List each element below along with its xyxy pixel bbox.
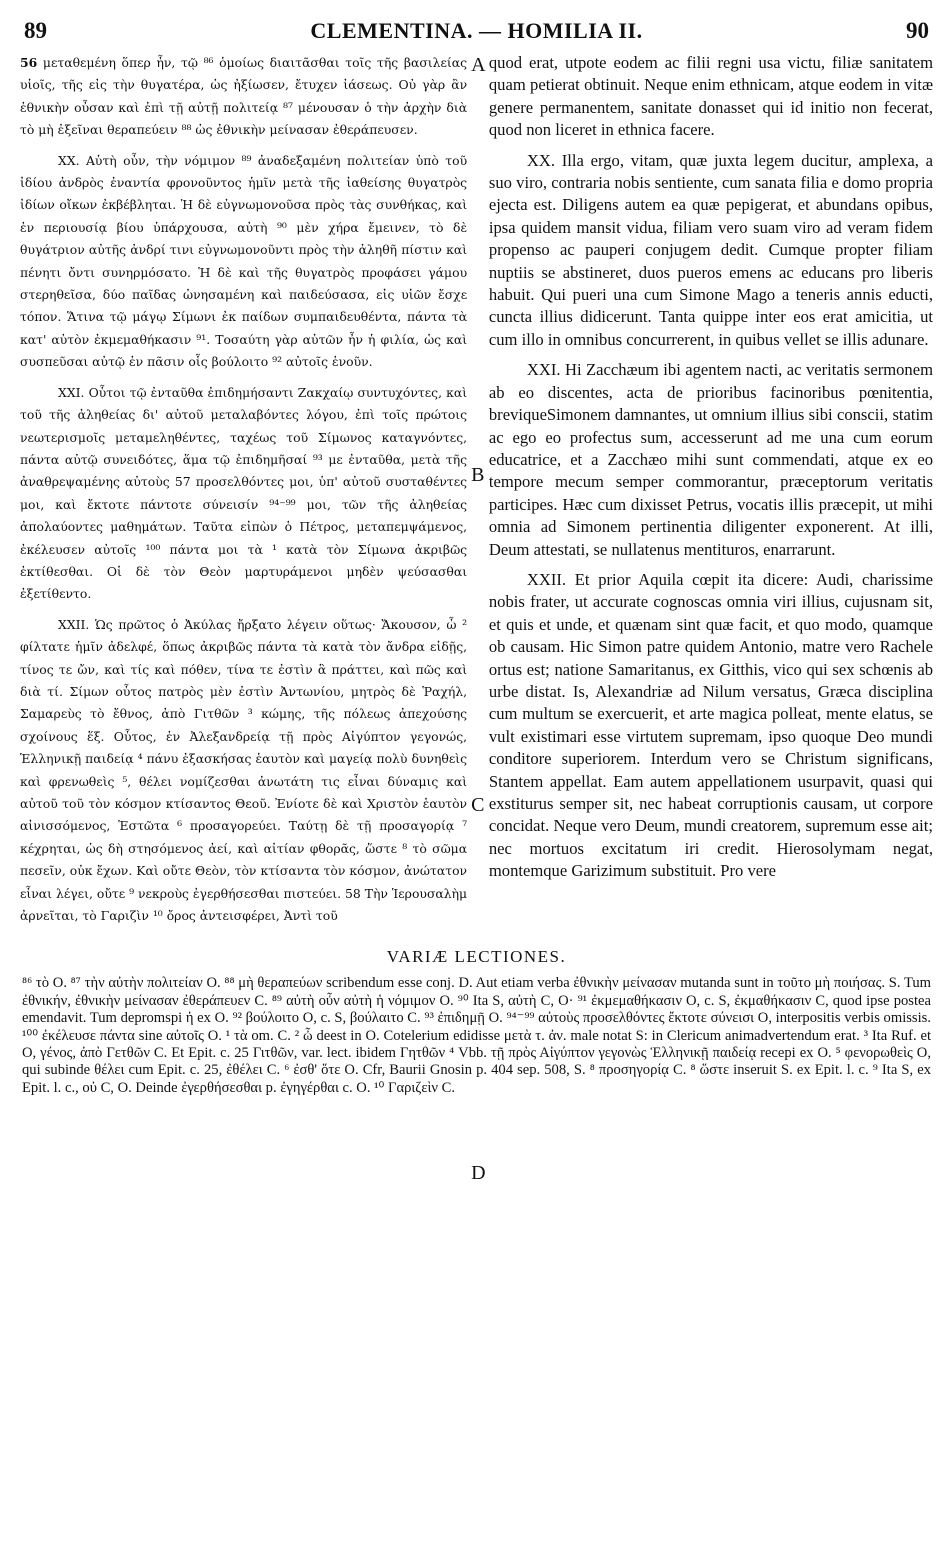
margin-marker-c: C (471, 794, 485, 816)
greek-column (20, 52, 467, 935)
latin-paragraph: XXI. Hi Zacchæum ibi agentem nacti, ac veritatis sermonem ab eo discentes, acta de prioribus facinoribus pœnitentia, breviqueSimonem damnantes, ut omnium illius sibi conscii, statim ac ego eo profectus sum, accesserunt ad me una cum eorum educatrice, et a Zacchæo mihi sunt commendati, atque ex eo tempore mecum semper commorantur, præceptorum veritatis participes. Hæc cum dixisset Petrus, vocatis illis præcepit, ut mihi omnia ad Simonem pertinentia diligenter exponerent. At illi, Deum attestati, se nullatenus mentituros, enarrarunt. (488, 360, 934, 559)
running-title: CLEMENTINA. — HOMILIA II. (310, 18, 643, 43)
variants-heading: VARIÆ LECTIONES. (386, 947, 567, 967)
greek-paragraph-text: μεταθεμένη ὅπερ ἦν, τῷ ⁸⁶ ὁμοίως διαιτᾶσθαι τοῖς τῆς βασιλείας υἱοῖς, τῆς εἰς τὴν θυγατέρα, ὡς ἠξίωσεν, ἔτυχεν ἰάσεως. Οὐ γὰρ ἂν ἐθνικὴν οὖσαν καὶ ἐπὶ τῇ αὐτῇ πολιτείᾳ ⁸⁷ μένουσαν ὁ τὴν ἀρχὴν διὰ τὸ μὴ ἐξεῖναι θεραπεύειν ⁸⁸ ὡς ἐθνικὴν μείνασαν ἐθεράπευσεν. (20, 55, 468, 138)
latin-column (489, 52, 933, 935)
page-number-right: 90 (906, 18, 929, 43)
latin-paragraph: XXII. Et prior Aquila cœpit ita dicere: Audi, charissime nobis frater, ut accurate cognoscas omnia viri illius, cujusnam sit, et quis et unde, et quænam sint quæ facit, et quo modo, quamque ob causam. Hic Simon patre quidem Antonio, matre vero Rachele ortus est; natione Samaritanus, ex Gitthis, vico qui sex schœnis ab urbe distat. Is, Alexandriæ ad Nilum versatus, Græca disciplina cum multum se exercuerit, et arte magica polleat, mente elatus, se vult existimari esse virtutem supremam, ipso quoque Deo mundi conditore superiorem. Interdum vero se Christum significans, Stantem appellat. Eam autem appellationem usurpavit, quasi qui exstiturus semper sit, nec habeat corruptionis causam, ut corpore concidat. Neque vero Deum, mundi creatorem, supremum esse ait; nec mortuos excitatum iri credit. Hierosolymam negat, montemque Garizimum substituit. Pro vere (488, 569, 934, 881)
latin-paragraph: quod erat, utpote eodem ac filii regni usa victu, filiæ sanitatem quam petierat obtinuit. Neque enim ethnicam, atque eodem in vitæ genere permanentem, sanitate donasset qui id initio non fecerat, quod non liceret in ethnica facere. (488, 53, 934, 140)
greek-paragraph: XX. Αὐτὴ οὖν, τὴν νόμιμον ⁸⁹ ἀναδεξαμένη πολιτείαν ὑπὸ τοῦ ἰδίου ἀνδρὸς ἐναντία φρονοῦντος ἡμῖν μετὰ τῆς ἰαθείσης θυγατρὸς ἰδίων οἴκων ἐκβέβληται. Ἡ δὲ εὐγνωμονοῦσα πρὸς τὰς συνθήκας, καὶ ἐν περιουσίᾳ βίου ὑπάρχουσα, αὐτὴ ⁹⁰ μὲν χήρα ἔμεινεν, τὸ δὲ θυγάτριον αὐτῆς ἀνδρί τινι εὐγνωμονοῦντι πρὸς τὴν ἀληθῆ πίστιν καὶ πένητι ὄντι συνηρμόσατο. Ἡ δὲ καὶ τῆς θυγατρὸς προφάσει γάμου στερηθεῖσα, δύο παῖδας ὠνησαμένη καὶ παιδεύσασα, εἰς υἱῶν ἔσχε τόπον. Ἅτινα τῷ μάγῳ Σίμωνι ἐκ παίδων συμπαιδευθέντα, πάντα τὰ κατ' αὐτὸν ἐκμεμαθήκασιν ⁹¹. Τοσαύτη γὰρ αὐτῶν ἦν ἡ φιλία, ὡς καὶ συσπεῦσαι αὐτῷ ἐν πᾶσιν οἷς βούλοιτο ⁹² αὐτοῖς ἑνοῦν. (20, 152, 468, 370)
page-header (20, 14, 933, 48)
greek-paragraph (20, 52, 467, 142)
margin-marker-d: D (471, 1162, 486, 1184)
variants-footnotes: ⁸⁶ τὸ O. ⁸⁷ τὴν αὐτὴν πολιτείαν O. ⁸⁸ μὴ θεραπεύων scribendum esse conj. D. Aut etiam verba ἐθνικὴν μείνασαν mutanda sunt in τοῦτο μὴ ποιήσας. S. Tum ἐθνικήν, ἐθνικὴν μείνασαν ἐθεράπευεν C. ⁸⁹ αὐτὴ οὖν αὐτὴ ἡ νόμιμον O. ⁹⁰ Ita S, αὐτὴ C, O· ⁹¹ ἐκμεμαθήκασιν O, c. S, ἐκμαθήκασιν C, quod ipse postea emendavit. Tum depromspi ἡ ex O. ⁹² βούλοιτο O, c. S, βούλαιτο C. ⁹³ ἐπιδημῇ O. ⁹⁴⁻⁹⁹ αὐτοὺς προσελθόντες ἔκτοτε σύνεισι O, interpositis verbis omissis. ¹⁰⁰ ἐκέλευσε πάντα sine αὐτοῖς O. ¹ τὰ om. C. ² ὦ deest in O. Cotelerium edidisse μετὰ τ. ἀν. male notat S: in Clericum animadvertendum erat. ³ Ita Ruf. et O, γένος, ἀπὸ Γετθῶν C. Et Epit. c. 25 Γιτθῶν, var. lect. ibidem Γητθῶν ⁴ Vbb. τῇ πρὸς Αἰγύπτον γεγονὼς Ἑλληνικῇ παιδείᾳ recepi ex O. ⁵ φενορωθεὶς O, qui subinde θέλει cum Epit. c. 25, ἐθέλει C. ⁶ ἐσθ' ὅτε O. Cfr, Baurii Gnosin p. 404 sep. 508, S. ⁸ προσηγορίᾳ C. ⁸ ὥστε inseruit S. ex Epit. l. c. ⁹ Ita S, ex Epit. l. c., οὐ C, O. Deinde ἐγερθήσεσθαι p. ἐγηγέρθαι c. O. ¹⁰ Γαριζεὶν C. (22, 975, 931, 1096)
margin-marker-b: B (471, 464, 485, 486)
page-number-left: 89 (24, 18, 47, 43)
greek-paragraph: XXII. Ὡς πρῶτος ὁ Ἀκύλας ἤρξατο λέγειν οὕτως· Ἄκουσον, ὦ ² φίλτατε ἡμῖν ἀδελφέ, ὅπως ἀκριβῶς πάντα τὰ κατὰ τὸν ἄνδρα εἰδῇς, τίνος τε ὤν, καὶ τίς καὶ πόθεν, τίνα τε ἐστὶν ἃ πράττει, καὶ πῶς καὶ διὰ τί. Σίμων οὗτος πατρὸς μὲν ἐστὶν Ἀντωνίου, μητρὸς δὲ Ῥαχήλ, Σαμαρεὺς τὸ ἔθνος, ἀπὸ Γιτθῶν ³ κώμης, τῆς πόλεως ἀπεχούσης σχοίνους ἕξ. Οὗτος, ἐν Ἀλεξανδρείᾳ τῇ πρὸς Αἰγύπτον γεγονώς, Ἑλληνικῇ παιδείᾳ ⁴ πάνυ ἐξασκήσας ἑαυτὸν καὶ μαγείᾳ πολὺ δυνηθεὶς καὶ φρενωθεὶς ⁵, θέλει νομίζεσθαι ἀνωτάτη τις εἶναι δύναμις καὶ αὐτοῦ τοῦ τὸν κόσμον κτίσαντος Θεοῦ. Ἐνίοτε δὲ καὶ Χριστὸν ἑαυτὸν αἰνισσόμενος, Ἑστῶτα ⁶ προσαγορεύει. Ταύτῃ δὲ τῇ προσαγορίᾳ ⁷ κέχρηται, ὡς δὴ στησόμενος ἀεί, καὶ αἰτίαν φθορᾶς, ὥστε ⁸ τὸ σῶμα πεσεῖν, οὐκ ἔχων. Καὶ οὔτε Θεὸν, τὸν κτίσαντα τὸν κόσμον, ἀνώτατον εἶναι λέγει, οὔτε ⁹ νεκροὺς ἐγερθήσεσθαι πιστεύει. 58 Τὴν Ἱερουσαλὴμ ἀρνεῖται, τὸ Γαριζὶν ¹⁰ ὄρος ἀντεισφέρει, Ἀντὶ τοῦ (20, 616, 468, 924)
margin-marker-a: A (471, 54, 486, 76)
section-number: 56 (20, 55, 38, 70)
margin-markers (467, 52, 489, 1184)
greek-paragraph: XXI. Οὗτοι τῷ ἐνταῦθα ἐπιδημήσαντι Ζακχαίῳ συντυχόντες, καὶ τοῦ τῆς ἀληθείας δι' αὐτοῦ μεταλαβόντες λόγου, ἐπὶ τοῖς πρώτοις νεωτερισμοῖς μεταμεληθέντες, ταχέως τοῦ Σίμωνος καταγνόντες, πάντα αὐτῷ συνειδότες, ἅμα τῷ ἐπιδημῆσαί ⁹³ με ἐνταῦθα, μετὰ τῆς ἀναθρεψαμένης αὐτοὺς 57 προσελθόντες μοι, ὑπ' αὐτοῦ συσταθέντες μοι, καὶ ἔκτοτε πάντοτε σύνεισίν ⁹⁴⁻⁹⁹ μοι, τῶν τῆς ἀληθείας ἀπολαύοντες μαθημάτων. Ταῦτα εἰπὼν ὁ Πέτρος, μεταπεμψάμενος, ἐκέλευσεν αὐτοῖς ¹⁰⁰ πάντα μοι τὰ ¹ κατὰ τὸν Σίμωνα ἀκριβῶς ἐκτίθεσθαι. Οἱ δὲ τὸν Θεὸν μαρτυράμενοι μηδὲν ψεύσασθαι ἐξετίθεντο. (20, 384, 468, 602)
latin-paragraph: XX. Illa ergo, vitam, quæ juxta legem ducitur, amplexa, a suo viro, contraria nobis sentiente, cum sanata filia e domo propria ejecta est. Diligens autem ea quæ pepigerat, et abundans opibus, ipsa quidem mansit vidua, filiam vero suam viro ad veram fidem propenso ac pauperi conjugem dedit. Cumque propter filiam nuptiis se abstineret, duos pueros emens ac educans pro liberis habuit. Qui pueri una cum Simone Mago a teneris annis educti, cuncta illius didicerunt. Tanta quippe inter eos erat amicitia, ut cum illo in omnibus concurrerent, in quibus vellet se illis adunare. (488, 150, 934, 349)
